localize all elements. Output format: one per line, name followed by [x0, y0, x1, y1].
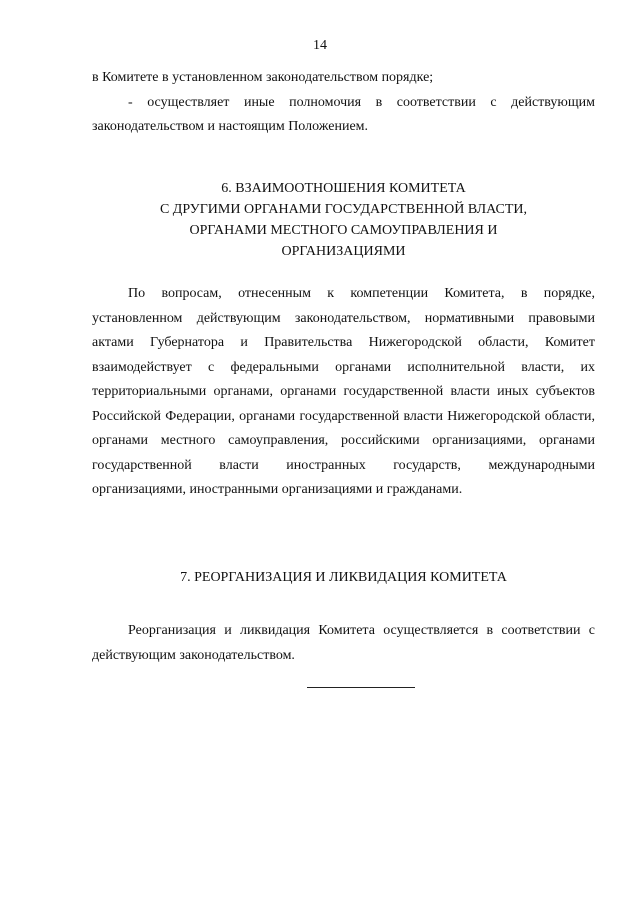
- section-6-heading-line: ОРГАНАМИ МЕСТНОГО САМОУПРАВЛЕНИЯ И: [189, 223, 498, 238]
- section-6-heading: [92, 178, 595, 262]
- intro-block: [92, 66, 595, 140]
- section-6-heading-line: 6. ВЗАИМООТНОШЕНИЯ КОМИТЕТА: [221, 181, 466, 196]
- section-7-heading: 7. РЕОРГАНИЗАЦИЯ И ЛИКВИДАЦИЯ КОМИТЕТА: [180, 570, 507, 585]
- page-number: 14: [313, 38, 327, 53]
- section-6-body: [92, 282, 595, 503]
- closing-rule: [307, 687, 415, 688]
- intro-line: в Комитете в установленном законодательством порядке;: [92, 70, 434, 85]
- section-6-heading-line: С ДРУГИМИ ОРГАНАМИ ГОСУДАРСТВЕННОЙ ВЛАСТИ,: [159, 202, 528, 217]
- section-7-body: [92, 619, 595, 668]
- section-6-paragraph: По вопросам, отнесенным к компетенции Комитета, в порядке, установленном действующим законодательством, нормативными правовыми актами Губернатора и Правительства Нижегородской области, Комитет взаимодействует с федеральными органами исполнительной власти, их территориальными органами, органами государственной власти иных субъектов Российской Федерации, органами государственной власти Нижегородской области, органами местного самоуправления, российскими организациями, органами государственной власти иностранных государств, международными организациями, иностранными организациями и гражданами.: [92, 286, 595, 497]
- section-7-paragraph: Реорганизация и ликвидация Комитета осуществляется в соответствии с действующим законодательством.: [92, 623, 595, 663]
- intro-item: - осуществляет иные полномочия в соответствии с действующим законодательством и настоящим Положением.: [92, 94, 595, 134]
- section-6-heading-line: ОРГАНИЗАЦИЯМИ: [281, 244, 406, 259]
